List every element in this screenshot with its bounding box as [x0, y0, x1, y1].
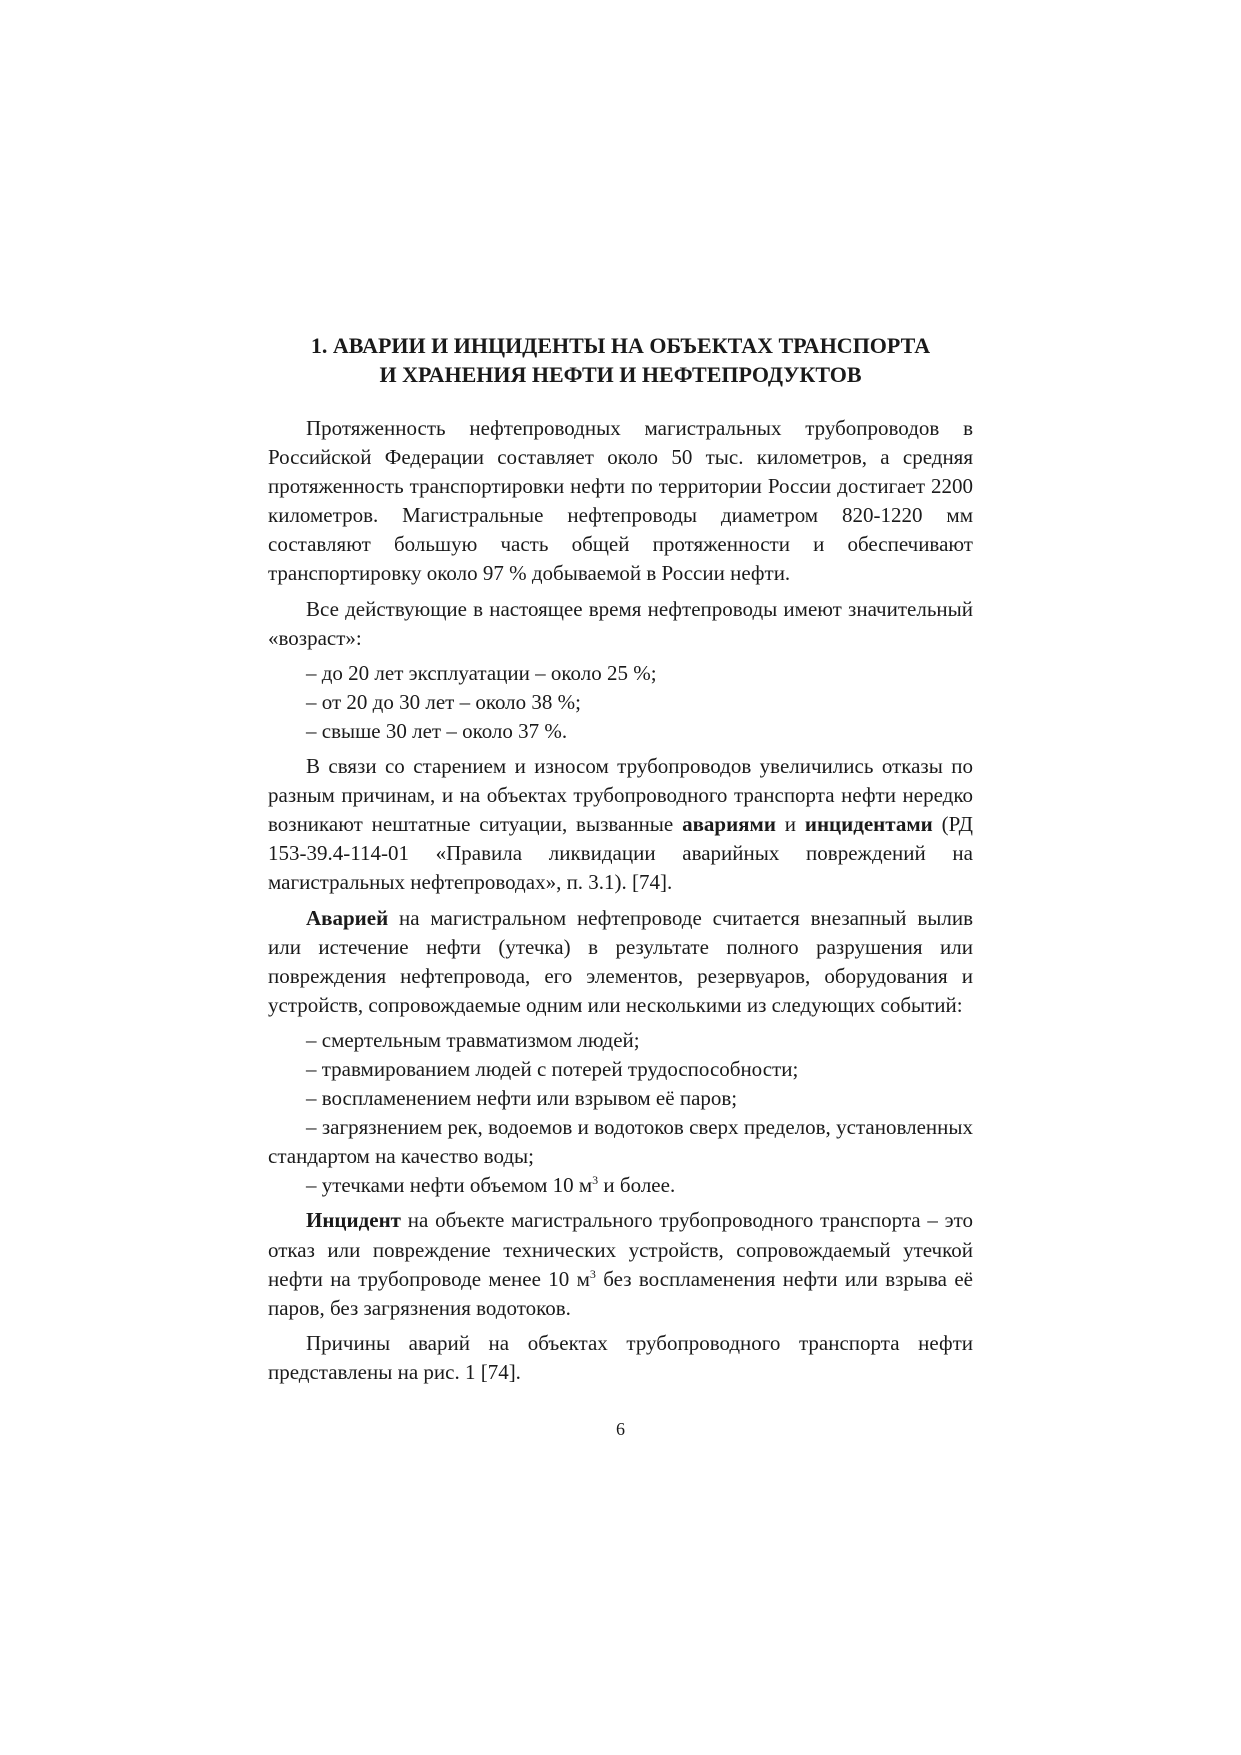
text-span: и — [775, 812, 805, 837]
list-item-event-4: – загрязнением рек, водоемов и водотоков сверх пределов, установленных стандартом на качество воды; — [268, 1115, 973, 1169]
paragraph-accident-definition — [268, 904, 973, 1020]
section-heading — [268, 331, 973, 389]
paragraph-emergencies — [268, 752, 973, 897]
list-item-event-2: – травмированием людей с потерей трудоспособности; — [306, 1056, 799, 1081]
term-incident: Инцидент — [306, 1208, 401, 1233]
list-item-age-1: – до 20 лет эксплуатации – около 25 %; — [306, 660, 657, 685]
superscript: 3 — [592, 1173, 599, 1188]
text-span: и более. — [598, 1173, 676, 1198]
superscript: 3 — [589, 1266, 596, 1281]
text-span: – утечками нефти объемом 10 м — [306, 1173, 593, 1198]
list-item-age-3: – свыше 30 лет – около 37 %. — [306, 718, 568, 743]
text-span: без воспламенения нефти или взрыва её паров, без загрязнения водотоков. — [268, 1266, 973, 1320]
list-item-event-3: – воспламенением нефти или взрывом её паров; — [306, 1086, 738, 1111]
text-span: (РД 153-39.4-114-01 «Правила ликвидации аварийных повреждений на магистральных нефтепроводах», п. 3.1). [74]. — [268, 812, 974, 895]
heading-line-1: 1. АВАРИИ И ИНЦИДЕНТЫ НА ОБЪЕКТАХ ТРАНСПОРТА — [310, 333, 931, 358]
term-accidents: авариями — [682, 812, 776, 837]
list-item-event-5 — [268, 1171, 973, 1200]
list-item-event-1: – смертельным травматизмом людей; — [306, 1027, 640, 1052]
page-number: 6 — [616, 1419, 625, 1439]
paragraph-incident-definition — [268, 1206, 973, 1322]
list-item-age-2: – от 20 до 30 лет – около 38 %; — [306, 689, 581, 714]
term-incidents: инцидентами — [804, 812, 933, 837]
body-text — [268, 414, 973, 1393]
paragraph-pipeline-age: Все действующие в настоящее время нефтепроводы имеют значительный «возраст»: — [268, 596, 973, 650]
text-span: В связи со старением и износом трубопроводов увеличились отказы по разным причинам, и на объектах трубопроводного транспорта нефти нередко возникают нештатные ситуации, вызванные — [268, 754, 973, 837]
term-accident: Аварией — [306, 905, 389, 930]
text-span: на объекте магистрального трубопроводного транспорта – это отказ или повреждение технических устройств, сопровождаемый утечкой нефти на трубопроводе менее 10 м — [268, 1208, 973, 1291]
paragraph-causes: Причины аварий на объектах трубопроводного транспорта нефти представлены на рис. 1 [74]. — [268, 1330, 973, 1384]
heading-line-2: И ХРАНЕНИЯ НЕФТИ И НЕФТЕПРОДУКТОВ — [379, 362, 862, 387]
text-span: на магистральном нефтепроводе считается внезапный вылив или истечение нефти (утечка) в результате полного разрушения или повреждения нефтепровода, его элементов, резервуаров, оборудования и устройств, сопровождаемые одним или несколькими из следующих событий: — [268, 905, 973, 1017]
paragraph-pipeline-length: Протяженность нефтепроводных магистральных трубопроводов в Российской Федерации составляет около 50 тыс. километров, а средняя протяженность транспортировки нефти по территории России достигает 2200 километров. Магистральные нефтепроводы диаметром 820-1220 мм составляют большую часть общей протяженности и обеспечивают транспортировку около 97 % добываемой в России нефти. — [268, 416, 973, 586]
